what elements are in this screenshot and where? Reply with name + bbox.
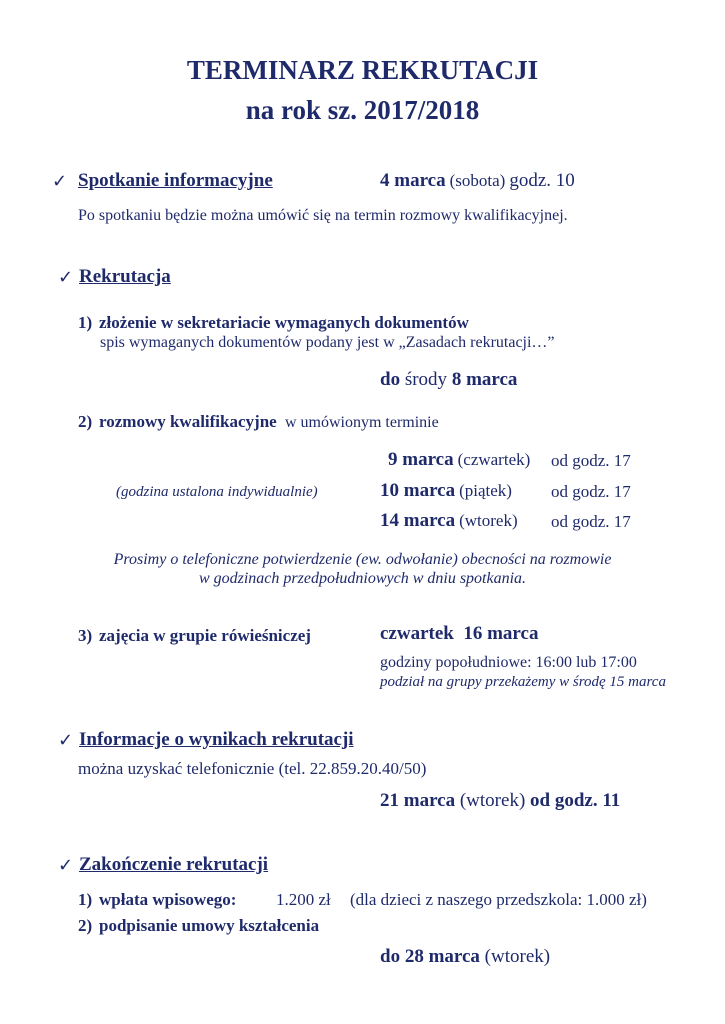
- spotkanie-date: [380, 170, 575, 192]
- step2-title: rozmowy kwalifikacyjne: [99, 412, 277, 431]
- interview-date-2-time: od godz. 17: [551, 482, 631, 501]
- interview-date-3-day: (wtorek): [459, 511, 518, 530]
- wyniki-date-day: (wtorek): [459, 790, 526, 811]
- interview-side-note: (godzina ustalona indywidualnie): [116, 484, 318, 500]
- step1-deadline: [380, 369, 517, 391]
- step1-subtitle: spis wymaganych dokumentów podany jest w „Zasadach rekrutacji…”: [100, 334, 555, 351]
- interview-date-2-day: (piątek): [459, 481, 512, 500]
- section-heading-spotkanie: Spotkanie informacyjne: [78, 170, 273, 191]
- zakonczenie-item1-number: 1): [78, 890, 93, 909]
- step3-hours: godziny popołudniowe: 16:00 lub 17:00: [380, 654, 637, 671]
- wyniki-text: można uzyskać telefonicznie (tel. 22.859.20.40/50): [78, 759, 427, 778]
- wyniki-time: od godz. 11: [530, 790, 621, 811]
- page-title: TERMINARZ REKRUTACJI: [186, 55, 539, 85]
- check-mark-icon: ✓: [58, 267, 74, 288]
- step3-number: 3): [78, 626, 93, 645]
- zakonczenie-item1-note: (dla dzieci z naszego przedszkola: 1.000 zł): [350, 890, 647, 909]
- zakonczenie-item2-label: podpisanie umowy kształcenia: [99, 916, 320, 935]
- interview-date-3-time: od godz. 17: [551, 512, 631, 531]
- zakonczenie-deadline-bold: do 28 marca: [380, 946, 480, 967]
- zakonczenie-deadline: [380, 946, 550, 968]
- interview-date-2: [380, 480, 512, 502]
- zakonczenie-item1-label: wpłata wpisowego:: [99, 890, 237, 909]
- zakonczenie-deadline-day: (wtorek): [484, 946, 551, 967]
- wyniki-date: [380, 790, 620, 812]
- section-heading-zakonczenie: Zakończenie rekrutacji: [79, 854, 269, 875]
- interview-date-3-date: 14 marca: [380, 510, 456, 531]
- confirmation-request-line2: w godzinach przedpołudniowych w dniu spotkania.: [198, 570, 527, 587]
- page-subtitle: na rok sz. 2017/2018: [245, 95, 480, 125]
- spotkanie-note: Po spotkaniu będzie można umówić się na termin rozmowy kwalifikacyjnej.: [78, 207, 568, 224]
- interview-date-2-date: 10 marca: [380, 480, 456, 501]
- zakonczenie-item1-amount: 1.200 zł: [276, 890, 331, 909]
- spotkanie-day: (sobota): [449, 171, 506, 190]
- step2-suffix: w umówionym terminie: [284, 414, 439, 431]
- wyniki-date-bold: 21 marca: [380, 790, 456, 811]
- step1-title: złożenie w sekretariacie wymaganych dokumentów: [99, 313, 469, 332]
- step2-title-row: [99, 412, 439, 432]
- step3-date: czwartek 16 marca: [380, 623, 539, 644]
- section-heading-wyniki: Informacje o wynikach rekrutacji: [79, 729, 354, 750]
- step1-deadline-prefix: do: [380, 369, 401, 390]
- interview-date-3: [380, 510, 518, 532]
- interview-date-1: [388, 449, 530, 471]
- step2-number: 2): [78, 412, 93, 431]
- step1-number: 1): [78, 313, 93, 332]
- step3-groups-note: podział na grupy przekażemy w środę 15 marca: [380, 674, 666, 690]
- zakonczenie-item2-number: 2): [78, 916, 93, 935]
- check-mark-icon: ✓: [52, 171, 68, 192]
- check-mark-icon: ✓: [58, 855, 74, 876]
- step1-deadline-date: 8 marca: [451, 369, 518, 390]
- interview-date-1-day: (czwartek): [457, 450, 531, 469]
- section-heading-rekrutacja: Rekrutacja: [79, 266, 171, 287]
- step1-deadline-day: środy: [404, 369, 448, 390]
- spotkanie-date-bold: 4 marca: [380, 170, 446, 191]
- step3-title: zajęcia w grupie rówieśniczej: [99, 626, 311, 645]
- confirmation-request-line1: Prosimy o telefoniczne potwierdzenie (ew. odwołanie) obecności na rozmowie: [113, 551, 612, 568]
- check-mark-icon: ✓: [58, 730, 74, 751]
- interview-date-1-date: 9 marca: [388, 449, 454, 470]
- spotkanie-time: godz. 10: [509, 170, 575, 191]
- interview-date-1-time: od godz. 17: [551, 451, 631, 470]
